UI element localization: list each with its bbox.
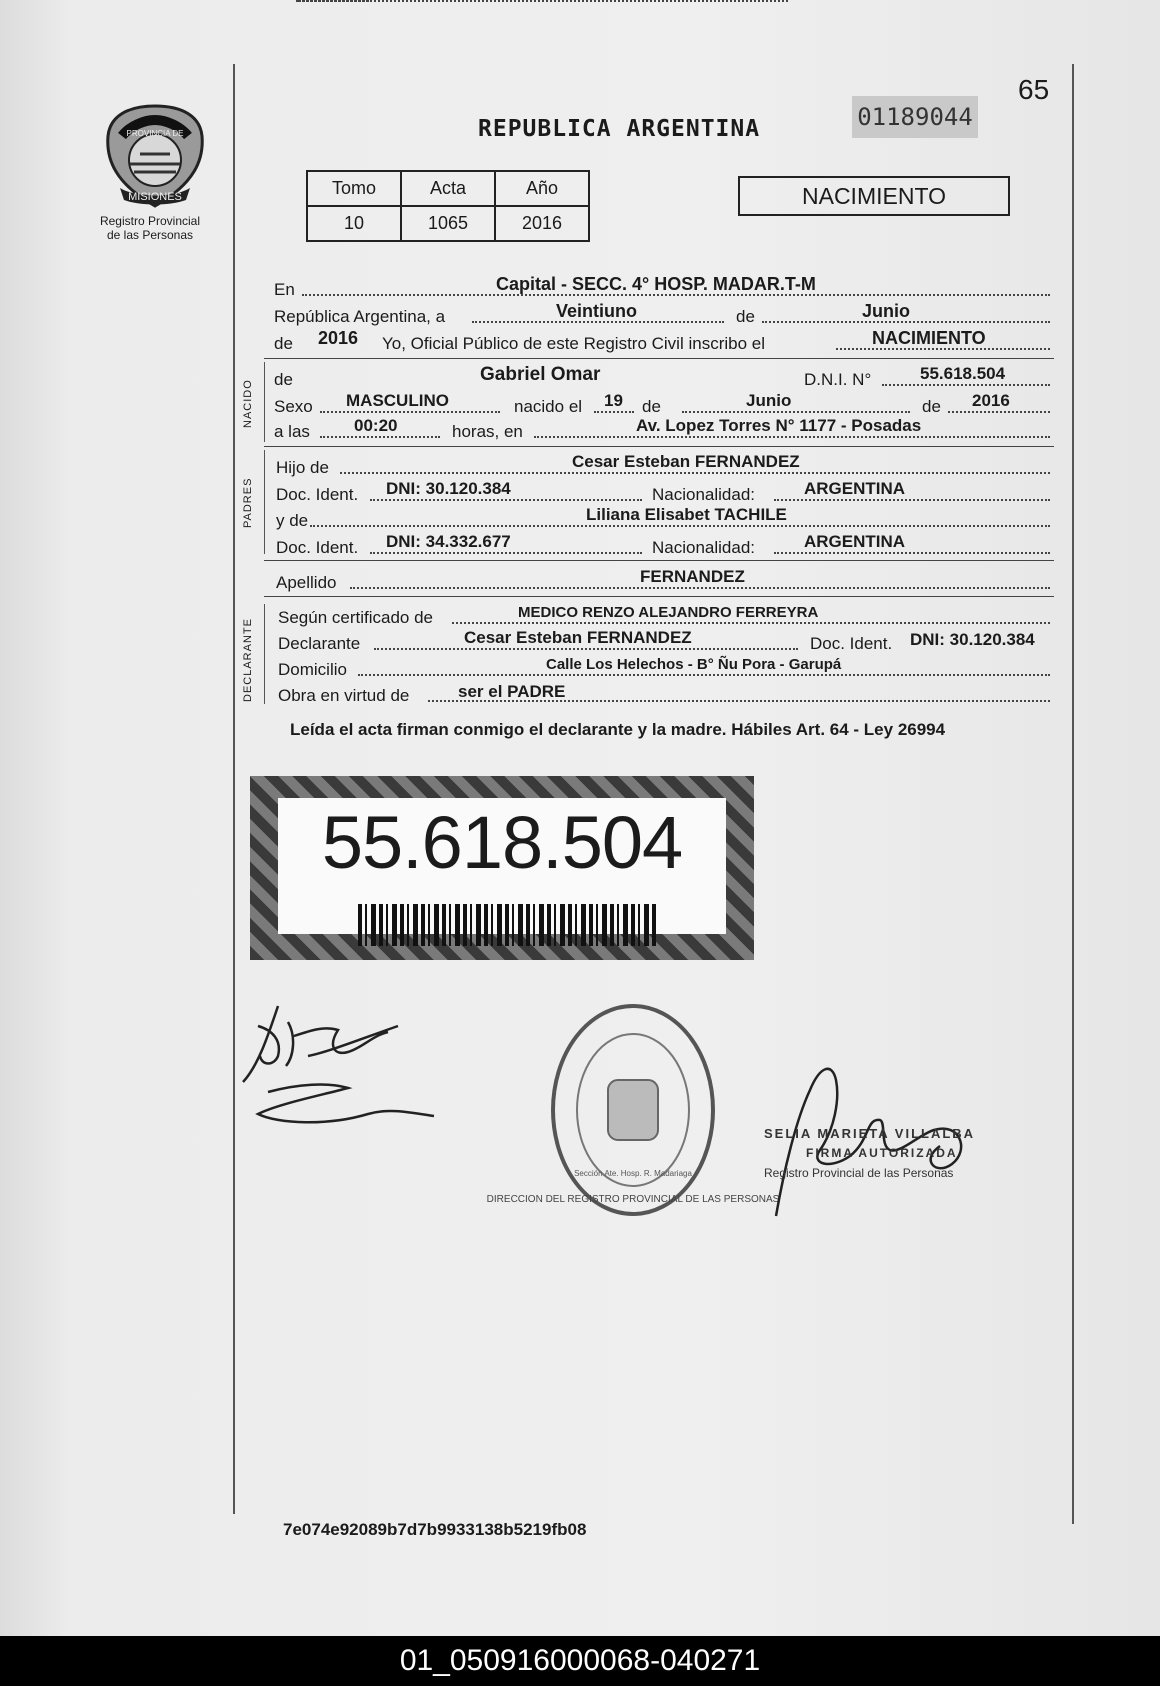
declarante-section-label: DECLARANTE (242, 618, 254, 702)
hijo-de-label: Hijo de (276, 458, 329, 477)
right-margin-line (1072, 64, 1074, 1524)
legal-text: Leída el acta firman conmigo el declarante y la madre. Hábiles Art. 64 - Ley 26994 (290, 720, 946, 739)
document-title: REPUBLICA ARGENTINA (478, 116, 761, 142)
anio-value: 2016 (495, 206, 589, 241)
nacido-top-rule (264, 358, 1054, 359)
de-label-1: de (736, 307, 755, 326)
en-label: En (274, 280, 295, 299)
a-las-label: a las (274, 422, 310, 441)
misiones-seal-icon (100, 102, 210, 210)
cert-dots (452, 622, 1050, 624)
registry-label (80, 214, 220, 242)
father-doc-value: DNI: 30.120.384 (386, 479, 511, 498)
month-value: Junio (862, 301, 910, 321)
birth-month-value: Junio (746, 391, 792, 410)
father-nat-dots (774, 499, 1050, 501)
registry-round-stamp-icon (486, 1000, 780, 1220)
address-dots (534, 436, 1050, 438)
nacido-section-label: NACIDO (242, 379, 254, 428)
father-dots (340, 472, 1050, 474)
father-nat-value: ARGENTINA (804, 479, 906, 498)
scan-footer-id: 01_050916000068-040271 (0, 1636, 1160, 1686)
republic-label: República Argentina, a (274, 307, 446, 326)
nacido-el-label: nacido el (514, 397, 583, 416)
sexo-label: Sexo (274, 397, 313, 416)
time-dots (320, 436, 440, 438)
domicilio-value: Calle Los Helechos - B° Ñu Pora - Garupá (546, 656, 842, 673)
dni-sticker (250, 776, 754, 960)
cert-label: Según certificado de (278, 608, 433, 627)
cert-value: MEDICO RENZO ALEJANDRO FERREYRA (518, 604, 819, 621)
apellido-dots (350, 587, 1050, 589)
declarante-value: Cesar Esteban FERNANDEZ (464, 628, 692, 647)
official-name: SELIA MARIETA VILLALBA (764, 1126, 976, 1141)
birth-year-value: 2016 (972, 391, 1010, 410)
document-hash: 7e074e92089b7d7b9933138b5219fb08 (283, 1520, 587, 1539)
acta-header: Acta (401, 171, 495, 206)
seal-bottom-text: MISIONES (128, 191, 182, 203)
domicilio-label: Domicilio (278, 660, 347, 679)
registry-line2: de las Personas (106, 228, 194, 242)
apellido-bottom-rule (264, 596, 1054, 597)
sexo-dots (320, 411, 500, 413)
dni-sticker-label (278, 798, 726, 934)
obra-value: ser el PADRE (458, 682, 566, 701)
de-label-2: de (274, 334, 293, 353)
mother-doc-value: DNI: 34.332.677 (386, 532, 511, 551)
nacido-bracket (264, 362, 265, 442)
mother-nat-label: Nacionalidad: (652, 538, 756, 557)
round-stamp-text: DIRECCION DEL REGISTRO PROVINCIAL DE LAS PERSONAS (486, 1194, 780, 1205)
padres-section-label: PADRES (242, 477, 254, 528)
dni-dots (882, 384, 1050, 386)
declarante-label: Declarante (278, 634, 361, 653)
declarante-doc-label: Doc. Ident. (810, 634, 893, 653)
declarante-dots (374, 648, 798, 650)
apellido-top-rule (264, 560, 1054, 561)
serial-stamp: 01189044 (852, 96, 978, 138)
father-nat-label: Nacionalidad: (652, 485, 756, 504)
dni-sticker-number: 55.618.504 (321, 801, 683, 884)
name-dots (298, 0, 788, 2)
apellido-label: Apellido (276, 573, 337, 592)
officer-text: Yo, Oficial Público de este Registro Civil inscribo el (382, 334, 765, 353)
act-type-box: NACIMIENTO (738, 176, 1010, 216)
domicilio-dots (358, 674, 1050, 676)
day-words-value: Veintiuno (556, 301, 637, 321)
y-de-label: y de (276, 511, 309, 530)
padres-top-rule (264, 446, 1054, 447)
birth-year-dots (948, 411, 1050, 413)
birth-day-value: 19 (604, 391, 623, 410)
de-label-3: de (642, 397, 661, 416)
record-table (306, 170, 590, 242)
tomo-header: Tomo (307, 171, 401, 206)
dni-label: D.N.I. N° (804, 370, 872, 389)
nacido-de-label: de (274, 370, 293, 389)
official-office: Registro Provincial de las Personas (764, 1166, 954, 1180)
anio-header: Año (495, 171, 589, 206)
declarant-signature-icon (238, 996, 448, 1146)
de-label-4: de (922, 397, 941, 416)
padres-bracket (264, 450, 265, 554)
apellido-value: FERNANDEZ (640, 567, 745, 586)
birth-address-value: Av. Lopez Torres N° 1177 - Posadas (636, 416, 922, 435)
mother-doc-label: Doc. Ident. (276, 538, 359, 557)
barcode-icon (358, 904, 658, 946)
declarante-doc-value: DNI: 30.120.384 (910, 630, 1035, 649)
sexo-value: MASCULINO (346, 391, 449, 410)
birth-day-dots (594, 411, 634, 413)
mother-name-value: Liliana Elisabet TACHILE (586, 505, 787, 524)
horas-label: horas, en (452, 422, 523, 441)
child-name-value: Gabriel Omar (480, 364, 601, 385)
obra-label: Obra en virtud de (278, 686, 410, 705)
left-margin-line (233, 64, 235, 1514)
time-value: 00:20 (354, 416, 398, 435)
official-role: FIRMA AUTORIZADA (806, 1146, 958, 1160)
mother-nat-value: ARGENTINA (804, 532, 906, 551)
registry-line1: Registro Provincial (99, 214, 201, 228)
tomo-value: 10 (307, 206, 401, 241)
child-dni-value: 55.618.504 (920, 364, 1006, 383)
round-stamp-inner-text: Sección Ate. Hosp. R. Madariaga (574, 1169, 692, 1178)
inscribed-value: NACIMIENTO (872, 328, 986, 348)
father-name-value: Cesar Esteban FERNANDEZ (572, 452, 800, 471)
seal-top-text: PROVINCIA DE (126, 129, 184, 138)
declarante-bracket (264, 604, 265, 704)
father-doc-label: Doc. Ident. (276, 485, 359, 504)
father-doc-dots (370, 499, 642, 501)
mother-doc-dots (370, 552, 642, 554)
place-value: Capital - SECC. 4° HOSP. MADAR.T-M (496, 274, 816, 294)
mother-dots (310, 525, 1050, 527)
year-value: 2016 (318, 328, 359, 348)
mother-nat-dots (774, 552, 1050, 554)
birth-month-dots (682, 411, 910, 413)
page-number: 65 (1018, 74, 1050, 105)
acta-value: 1065 (401, 206, 495, 241)
